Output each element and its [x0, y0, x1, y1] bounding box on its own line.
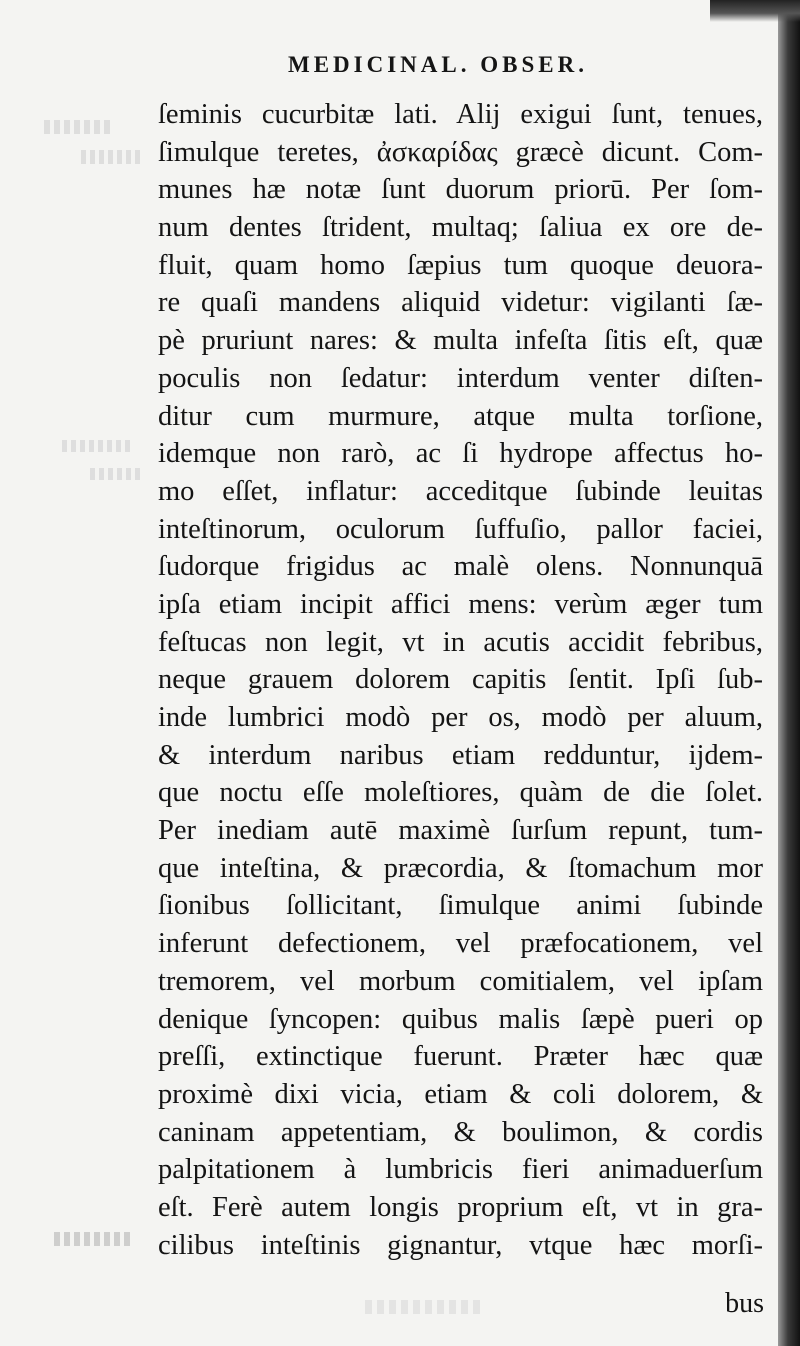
- text-line: cilibus inteſtinis gignantur, vtque hæc morſi-: [158, 1229, 763, 1261]
- text-line: eſt. Ferè autem longis proprium eſt, vt in gra-: [158, 1191, 763, 1223]
- text-line: poculis non ſedatur: interdum venter diſten-: [158, 362, 763, 394]
- text-line: preſſi, extinctique fuerunt. Præter hæc quæ: [158, 1041, 763, 1073]
- text-line: ditur cum murmure, atque multa torſione,: [158, 400, 763, 432]
- text-line: ſimulque teretes, ἀσκαρίδας græcè dicunt. Com-: [158, 136, 763, 168]
- text-line: num dentes ſtrident, multaq; ſaliua ex ore de-: [158, 212, 763, 244]
- text-line: neque grauem dolorem capitis ſentit. Ipſi ſub-: [158, 664, 763, 696]
- text-line: mo eſſet, inflatur: acceditque ſubinde leuitas: [158, 475, 763, 507]
- text-line: ſeminis cucurbitæ lati. Alij exigui ſunt, tenues,: [158, 99, 763, 130]
- text-line: & interdum naribus etiam redduntur, ijdem-: [158, 739, 763, 771]
- text-line: tremorem, vel morbum comitialem, vel ipſam: [158, 965, 763, 997]
- text-line: Per inediam autē maximè ſurſum repunt, tum-: [158, 815, 763, 847]
- text-line: ipſa etiam incipit affici mens: verùm æger tum: [158, 588, 763, 620]
- text-line: que noctu eſſe moleſtiores, quàm de die ſolet.: [158, 777, 763, 809]
- catchword: bus: [725, 1288, 764, 1319]
- text-line: idemque non rarò, ac ſi hydrope affectus ho-: [158, 438, 763, 470]
- binding-shadow: [710, 0, 800, 22]
- text-line: fluit, quam homo ſæpius tum quoque deuora-: [158, 249, 763, 281]
- running-head: MEDICINAL. OBSER.: [288, 52, 588, 77]
- text-line: pè pruriunt nares: & multa infeſta ſitis eſt, quæ: [158, 325, 763, 357]
- binding-edge: [778, 0, 800, 1346]
- text-line: denique ſyncopen: quibus malis ſæpè pueri op: [158, 1003, 763, 1035]
- body-text: [158, 96, 763, 1264]
- text-line: ſudorque frigidus ac malè olens. Nonnunquā: [158, 551, 763, 583]
- text-line: inde lumbrici modò per os, modò per aluum,: [158, 702, 763, 733]
- text-line: proximè dixi vicia, etiam & coli dolorem, &: [158, 1078, 763, 1110]
- text-line: inteſtinorum, oculorum ſuffuſio, pallor faciei,: [158, 513, 763, 545]
- text-line: que inteſtina, & præcordia, & ſtomachum mor: [158, 852, 763, 884]
- text-line: feſtucas non legit, vt in acutis accidit febribus,: [158, 626, 763, 658]
- text-line: inferunt defectionem, vel præfocationem, vel: [158, 928, 763, 960]
- text-line: caninam appetentiam, & boulimon, & cordis: [158, 1116, 763, 1148]
- text-line: munes hæ notæ ſunt duorum priorū. Per ſom-: [158, 174, 763, 206]
- text-line: ſionibus ſollicitant, ſimulque animi ſubinde: [158, 890, 763, 922]
- text-line: re quaſi mandens aliquid videtur: vigilanti ſæ-: [158, 287, 763, 319]
- text-line: palpitationem à lumbricis fieri animaduerſum: [158, 1154, 763, 1186]
